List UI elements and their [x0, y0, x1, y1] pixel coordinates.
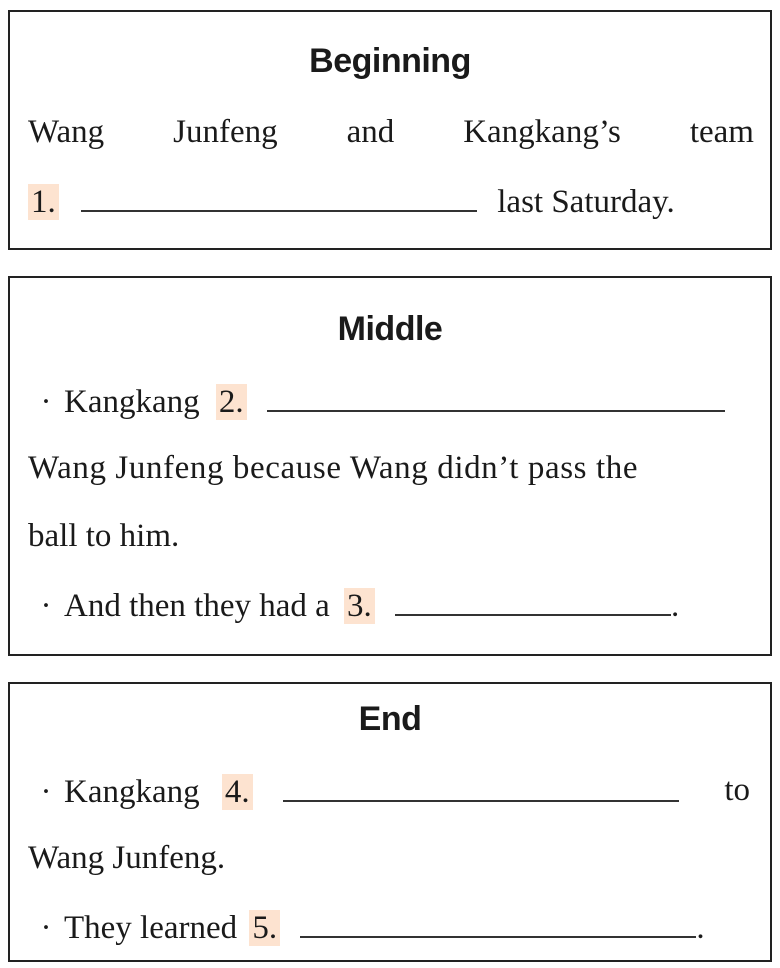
middle-heading: Middle: [337, 310, 443, 348]
bullet-icon: ·: [40, 774, 52, 810]
middle-text-line-3: ball to him.: [28, 518, 180, 554]
beginning-after-blank: last Saturday.: [497, 184, 675, 220]
end-text-line-2: Wang Junfeng.: [28, 840, 226, 876]
word: Junfeng: [173, 114, 278, 150]
end-line-3: [28, 906, 754, 946]
bullet-icon: ·: [40, 588, 52, 624]
middle-box: [8, 276, 772, 656]
beginning-line-1: [28, 112, 754, 152]
end-text-a: Kangkang: [64, 774, 200, 810]
end-heading: End: [358, 700, 422, 738]
middle-line-1: [28, 380, 754, 420]
question-number-5: 5.: [249, 910, 280, 946]
middle-line-2: [28, 448, 754, 488]
question-number-3: 3.: [344, 588, 375, 624]
end-period: .: [696, 910, 705, 946]
beginning-heading: Beginning: [309, 42, 471, 80]
middle-text-a: Kangkang: [64, 384, 200, 420]
word: Kangkang’s: [463, 114, 621, 150]
beginning-box: [8, 10, 772, 250]
question-number-4: 4.: [222, 774, 253, 810]
beginning-line-2: [28, 180, 754, 220]
word: team: [689, 114, 754, 150]
answer-blank-5[interactable]: [300, 906, 696, 938]
middle-text-line-2: Wang Junfeng because Wang didn’t pass the: [28, 450, 639, 486]
middle-text-b: And then they had a: [64, 588, 330, 624]
middle-line-4: [28, 584, 754, 624]
end-box: [8, 682, 772, 962]
question-number-2: 2.: [216, 384, 247, 420]
end-line-2: [28, 838, 754, 878]
answer-blank-2[interactable]: [267, 380, 725, 412]
middle-line-3: [28, 516, 754, 556]
end-to: to: [724, 772, 750, 808]
end-text-b: They learned: [64, 910, 238, 946]
answer-blank-3[interactable]: [395, 584, 671, 616]
word: Wang: [28, 114, 105, 150]
middle-period: .: [671, 588, 680, 624]
end-line-1: [28, 770, 754, 810]
bullet-icon: ·: [40, 384, 52, 420]
word: and: [346, 114, 395, 150]
answer-blank-1[interactable]: [81, 180, 477, 212]
answer-blank-4[interactable]: [283, 770, 679, 802]
question-number-1: 1.: [28, 184, 59, 220]
bullet-icon: ·: [40, 910, 52, 946]
